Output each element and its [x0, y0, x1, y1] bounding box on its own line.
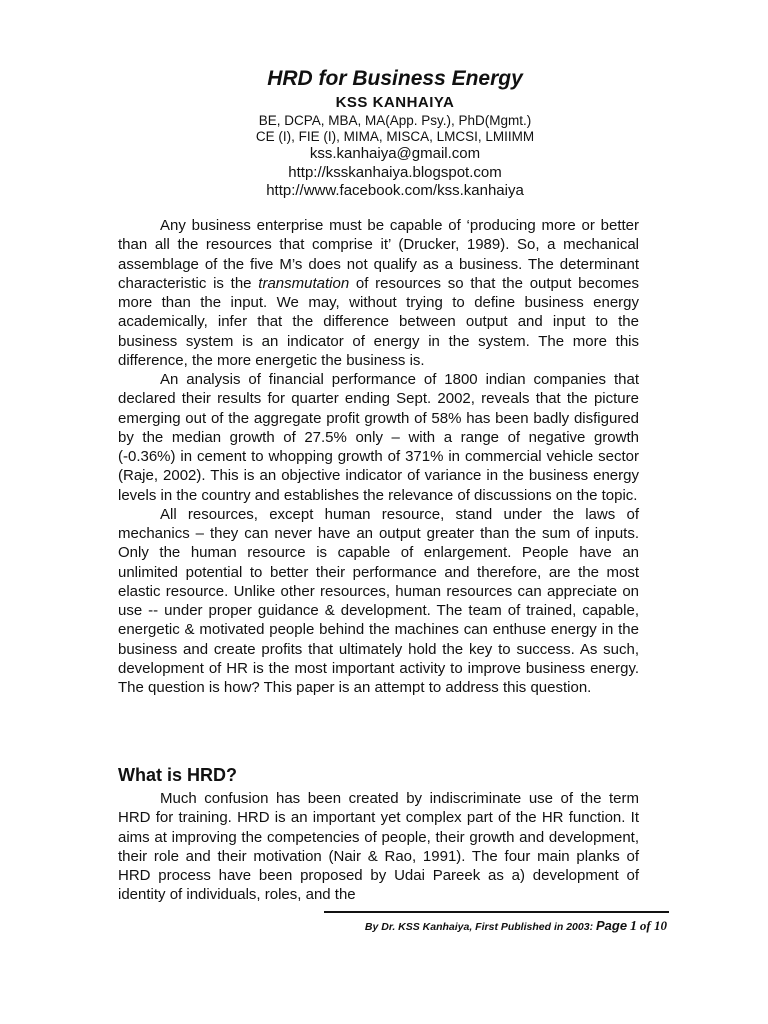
author-blog-url: http://ksskanhaiya.blogspot.com — [288, 164, 502, 181]
emphasis-transmutation: transmutation — [258, 274, 350, 292]
author-email: kss.kanhaiya@gmail.com — [309, 145, 481, 162]
introduction-body — [118, 216, 639, 697]
author-credentials-line-1: BE, DCPA, MBA, MA(App. Psy.), PhD(Mgmt.) — [258, 113, 532, 128]
footer-rule — [324, 911, 669, 913]
intro-paragraph-3: All resources, except human resource, stand under the laws of mechanics – they can never have an output greater than the sum of inputs. Only the human resource is capable of enlargement. People have an unlimited potential to better their performance and therefore, are the most elastic resource. Unlike other resources, human resources can appreciate on use -- under proper guidance & development. The team of trained, capable, energetic & motivated people behind the machines can enthuse energy in the business and create profits that ultimately hold the key to success. As such, development of HR is the most important activity to improve business energy. The question is how? This paper is an attempt to address this question. — [118, 505, 639, 696]
section-body — [118, 789, 639, 905]
section-heading: What is HRD? — [118, 765, 237, 785]
author-name: KSS KANHAIYA — [335, 94, 455, 111]
page-footer: By Dr. KSS Kanhaiya, First Published in 2003: Page 1 of 10 — [364, 918, 667, 934]
author-facebook-url: http://www.facebook.com/kss.kanhaiya — [266, 182, 524, 199]
footer-page-number: 1 — [629, 919, 637, 934]
intro-paragraph-2: An analysis of financial performance of 1800 indian companies that declared their results for quarter ending Sept. 2002, reveals that the picture emerging out of the aggregate profit growth of 58% has been badly disfigured by the median growth of 27.5% only – with a range of negative growth (-0.36%) in cement to whopping growth of 371% in commercial vehicle sector (Raje, 2002). This is an objective indicator of variance in the business energy levels in the country and establishes the relevance of discussions on the topic. — [118, 371, 639, 504]
footer-page-label: Page — [595, 918, 628, 933]
document-title: HRD for Business Energy — [267, 67, 523, 90]
author-credentials-line-2: CE (I), FIE (I), MIMA, MISCA, LMCSI, LMIIMM — [255, 129, 535, 144]
footer-byline: By Dr. KSS Kanhaiya, First Published in 2003 — [364, 921, 590, 933]
footer-page-total: of 10 — [639, 918, 667, 933]
section-paragraph-1: Much confusion has been created by indiscriminate use of the term HRD for training. HRD is an important yet complex part of the HR function. It aims at improving the competencies of people, their growth and development, their role and their motivation (Nair & Rao, 1991). The four main planks of HRD process have been proposed by Udai Pareek as a) development of identity of individuals, roles, and the — [118, 790, 639, 904]
intro-paragraph-1: Any business enterprise must be capable of ‘producing more or better than all the resources that comprise it’ (Drucker, 1989). So, a mechanical assemblage of the five M’s does not qualify as a business. The determinant characteristic is the transmutation of resources so that the output becomes more than the input. We may, without trying to define business energy academically, infer that the difference between output and input to the business system is an indicator of energy in the system. The more this difference, the more energetic the business is. — [118, 217, 640, 369]
